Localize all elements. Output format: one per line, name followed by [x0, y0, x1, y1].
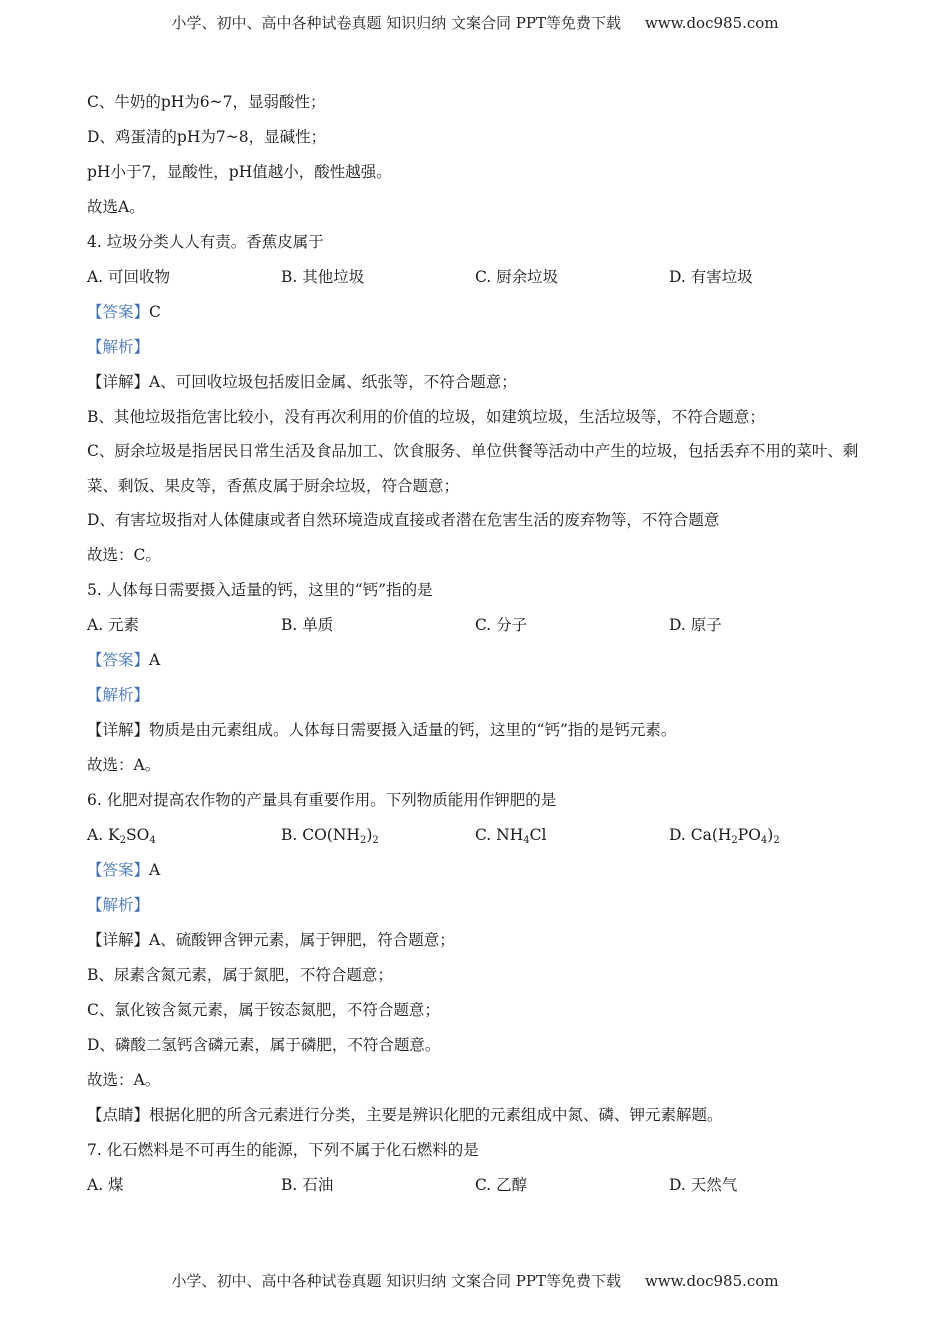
q3-choose: 故选A。	[87, 198, 145, 216]
footer-text: 小学、初中、高中各种试卷真题 知识归纳 文案合同 PPT等免费下载	[171, 1272, 621, 1290]
q4-choose: 故选：C。	[87, 546, 161, 564]
answer-value: C	[149, 303, 161, 321]
q6-option-b: B. $CO(NH_2)_2$	[281, 826, 379, 846]
detail-text: 物质是由元素组成。人体每日需要摄入适量的钙，这里的“钙”指的是钙元素。	[149, 721, 677, 739]
page-header	[0, 12, 950, 33]
q4-answer	[87, 300, 862, 324]
q7-option-b: B. 石油	[281, 1176, 334, 1194]
q4-option-b: B. 其他垃圾	[281, 268, 365, 286]
analysis-tag: 【解析】	[87, 338, 150, 356]
page-footer	[0, 1270, 950, 1291]
q4-options	[87, 265, 862, 289]
q5-option-b: B. 单质	[281, 616, 334, 634]
q4-analysis	[87, 335, 862, 359]
q6-choose: 故选：A。	[87, 1071, 161, 1089]
detail-tag: 【详解】	[87, 931, 150, 949]
detail-text: A、硫酸钾含钾元素，属于钾肥，符合题意；	[149, 931, 455, 949]
q4-detail-3: C、厨余垃圾是指居民日常生活及食品加工、饮食服务、单位供餐等活动中产生的垃圾，包括丢弃不用的菜叶、剩菜、剩饭、果皮等，香蕉皮属于厨余垃圾，符合题意；	[87, 442, 859, 495]
q3-option-d-explain: D、鸡蛋清的pH为7~8，显碱性；	[87, 128, 327, 146]
footer-site[interactable]: www.doc985.com	[644, 1272, 779, 1290]
q4-detail-4: D、有害垃圾指对人体健康或者自然环境造成直接或者潜在危害生活的废弃物等，不符合题意	[87, 511, 720, 529]
header-text: 小学、初中、高中各种试卷真题 知识归纳 文案合同 PPT等免费下载	[171, 14, 621, 32]
q6-detail-2: B、尿素含氮元素，属于氮肥，不符合题意；	[87, 966, 393, 984]
q5-detail-1	[87, 718, 862, 742]
analysis-tag: 【解析】	[87, 896, 150, 914]
analysis-tag: 【解析】	[87, 686, 150, 704]
answer-tag: 【答案】	[87, 303, 150, 321]
q5-choose: 故选：A。	[87, 756, 161, 774]
q3-note: pH小于7，显酸性，pH值越小，酸性越强。	[87, 163, 392, 181]
q6-stem: 6. 化肥对提高农作物的产量具有重要作用。下列物质能用作钾肥的是	[87, 791, 557, 809]
q4-detail-2: B、其他垃圾指危害比较小，没有再次利用的价值的垃圾，如建筑垃圾，生活垃圾等，不符合题意；	[87, 408, 765, 426]
q7-option-d: D. 天然气	[669, 1176, 738, 1194]
q4-stem: 4. 垃圾分类人人有责。香蕉皮属于	[87, 233, 324, 251]
q5-options	[87, 613, 862, 637]
q7-option-c: C. 乙醇	[475, 1176, 528, 1194]
q6-detail-3: C、氯化铵含氮元素，属于铵态氮肥，不符合题意；	[87, 1001, 440, 1019]
q5-stem: 5. 人体每日需要摄入适量的钙，这里的“钙”指的是	[87, 581, 433, 599]
q7-options	[87, 1173, 862, 1197]
q4-option-d: D. 有害垃圾	[669, 268, 753, 286]
detail-tag: 【详解】	[87, 721, 150, 739]
answer-tag: 【答案】	[87, 651, 150, 669]
q4-option-a: A. 可回收物	[87, 268, 171, 286]
answer-value: A	[149, 861, 161, 879]
tip-tag: 【点睛】	[87, 1106, 150, 1124]
q4-detail-1	[87, 370, 862, 394]
q6-detail-1	[87, 928, 862, 952]
q5-option-a: A. 元素	[87, 616, 140, 634]
q7-stem: 7. 化石燃料是不可再生的能源，下列不属于化石燃料的是	[87, 1141, 479, 1159]
tip-text: 根据化肥的所含元素进行分类，主要是辨识化肥的元素组成中氮、磷、钾元素解题。	[149, 1106, 723, 1124]
q5-option-d: D. 原子	[669, 616, 722, 634]
q6-option-a: A. $K_2SO_4$	[87, 826, 156, 846]
q5-analysis	[87, 683, 862, 707]
q5-answer	[87, 648, 862, 672]
header-site[interactable]: www.doc985.com	[644, 14, 779, 32]
q6-option-d: D. $Ca(H_2PO_4)_2$	[669, 826, 780, 846]
q6-answer	[87, 858, 862, 882]
q4-option-c: C. 厨余垃圾	[475, 268, 559, 286]
q5-option-c: C. 分子	[475, 616, 528, 634]
q6-options	[87, 823, 862, 847]
document-body	[87, 90, 862, 1208]
q6-detail-4: D、磷酸二氢钙含磷元素，属于磷肥，不符合题意。	[87, 1036, 441, 1054]
detail-tag: 【详解】	[87, 373, 150, 391]
q6-analysis	[87, 893, 862, 917]
q3-option-c-explain: C、牛奶的pH为6~7，显弱酸性；	[87, 93, 326, 111]
answer-value: A	[149, 651, 161, 669]
q6-option-c: C. $NH_4Cl$	[475, 826, 547, 846]
detail-text: A、可回收垃圾包括废旧金属、纸张等，不符合题意；	[149, 373, 517, 391]
q7-option-a: A. 煤	[87, 1176, 124, 1194]
answer-tag: 【答案】	[87, 861, 150, 879]
q6-tip	[87, 1103, 862, 1127]
